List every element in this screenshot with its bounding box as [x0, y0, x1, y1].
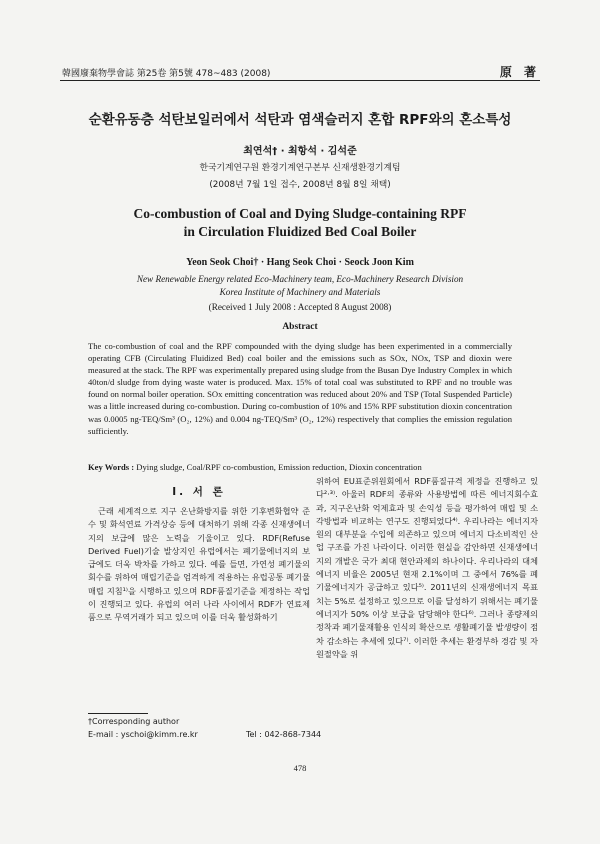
footnote-corresponding: †Corresponding author [88, 717, 180, 726]
english-title-line2: in Circulation Fluidized Bed Coal Boiler [183, 224, 417, 239]
journal-header: 韓國廢棄物學會誌 第25卷 第5號 478~483 (2008) [62, 69, 271, 79]
footnote-email: E-mail : yschoi@kimm.re.kr [88, 730, 198, 739]
section-heading: I. 서 론 [172, 486, 226, 498]
english-authors: Yeon Seok Choi† · Hang Seok Choi · Seock Joon Kim [186, 257, 414, 268]
english-affiliation-line1: New Renewable Energy related Eco-Machinery team, Eco-Machinery Research Division [136, 274, 464, 284]
korean-authors: 최연석† · 최항석 · 김석준 [243, 146, 357, 157]
footnote-tel: Tel : 042-868-7344 [246, 730, 322, 739]
korean-affiliation: 한국기계연구원 환경기계연구본부 신재생환경기계팀 [199, 163, 401, 173]
english-affiliation-line2: Korea Institute of Machinery and Materials [219, 287, 381, 297]
header-rule [60, 80, 540, 81]
korean-title: 순환유동층 석탄보일러에서 석탄과 염색슬러지 혼합 RPF와의 혼소특성 [88, 112, 512, 128]
page-number: 478 [293, 763, 307, 773]
english-dates: (Received 1 July 2008 : Accepted 8 August 2008) [208, 302, 392, 312]
body-right-column [316, 475, 538, 661]
footnote-rule [88, 713, 148, 714]
abstract-text: The co-combustion of coal and the RPF compounded with the dying sludge has been experimented in a commercially operating CFB (Circulating Fluidized Bed) coal boiler and the emissions such as SOx, NOx, TSP and dioxin were measured at the stack. The RPF was experimentally prepared using sludge from the Busan Dye Industry Complex in which 40ton/d sludge from dying waste water is produced. Max. 15% of total coal was substituted to RPF and no trouble was found on normal boiler operation. SOx emitting concentration was reduced about 20% and TSP (Total Suspended Particle) was a little increased during co-combustion. During co-combustion of 10% and 15% RPF substitution dioxin concentration was 0.0005 ng-TEQ/Sm³ (O₂, 12%) and 0.004 ng-TEQ/Sm³ (O₂, 12%) respectively that complies the emission regulation sufficiently. [88, 341, 512, 436]
body-paragraph: 근래 세계적으로 지구 온난화방지를 위한 기후변화협약 준수 및 화석연료 가격상승 등에 대처하기 위해 각종 신재생에너지의 보급에 많은 노력을 기울이고 있다. RDF(Refuse Derived Fuel)기술 발상지인 유럽에서는 폐기물에너지의 보급에도 더욱 박차를 가하고 있다. 예를 들면, 가연성 폐기물의 회수를 위하여 매립기준을 엄격하게 적용하는 유럽공통 폐기물매립 지침¹⁾을 시행하고 있으며 RDF품질기준을 제정하는 작업이 진행되고 있다. 유럽의 여러 나라 사이에서 RDF가 연료제품으로 무역거래가 되고 있으며 이를 더욱 활성화하기 [88, 506, 310, 623]
article-type: 原 著 [499, 65, 540, 79]
keywords [88, 462, 528, 472]
keywords-label: Key Words : [88, 462, 135, 472]
korean-dates: (2008년 7월 1일 접수, 2008년 8월 8일 채택) [209, 180, 391, 190]
keywords-text: Dying sludge, Coal/RPF co-combustion, Emission reduction, Dioxin concentration [134, 462, 422, 472]
abstract-heading: Abstract [282, 322, 318, 332]
body-paragraph: 위하여 EU표준위원회에서 RDF품질규격 제정을 진행하고 있다²·³⁾. 아울러 RDF의 종류와 사용방법에 따른 에너지회수효과, 지구온난화 억제효과 및 손익성 등을 평가하여 매립 및 소각방법과 비교하는 연구도 진행되었다⁴⁾. 우리나라는 에너지자원의 대부분을 수입에 의존하고 있으며 에너지 다소비적인 산업 구조를 가진 나라이다. 이러한 현실을 감안하면 신재생에너지의 개발은 국가 최대 현안과제의 하나이다. 우리나라의 대체에너지 비율은 2005년 현재 2.1%이며 그 중에서 76%를 폐기물에너지가 공급하고 있다⁵⁾. 2011년의 신재생에너지 목표치는 5%로 설정하고 있으므로 이를 달성하기 위해서는 폐기물에너지가 50% 이상 보급을 담당해야 한다⁶⁾. 그러나 종량제의 정착과 폐기물재활용 인식의 확산으로 생활폐기물 발생량이 점차 감소하는 추세에 있다⁷⁾. 이러한 추세는 환경부하 경감 및 자원절약을 위 [316, 476, 538, 659]
body-left-column [88, 505, 310, 625]
english-title-line1: Co-combustion of Coal and Dying Sludge-containing RPF [133, 206, 467, 221]
